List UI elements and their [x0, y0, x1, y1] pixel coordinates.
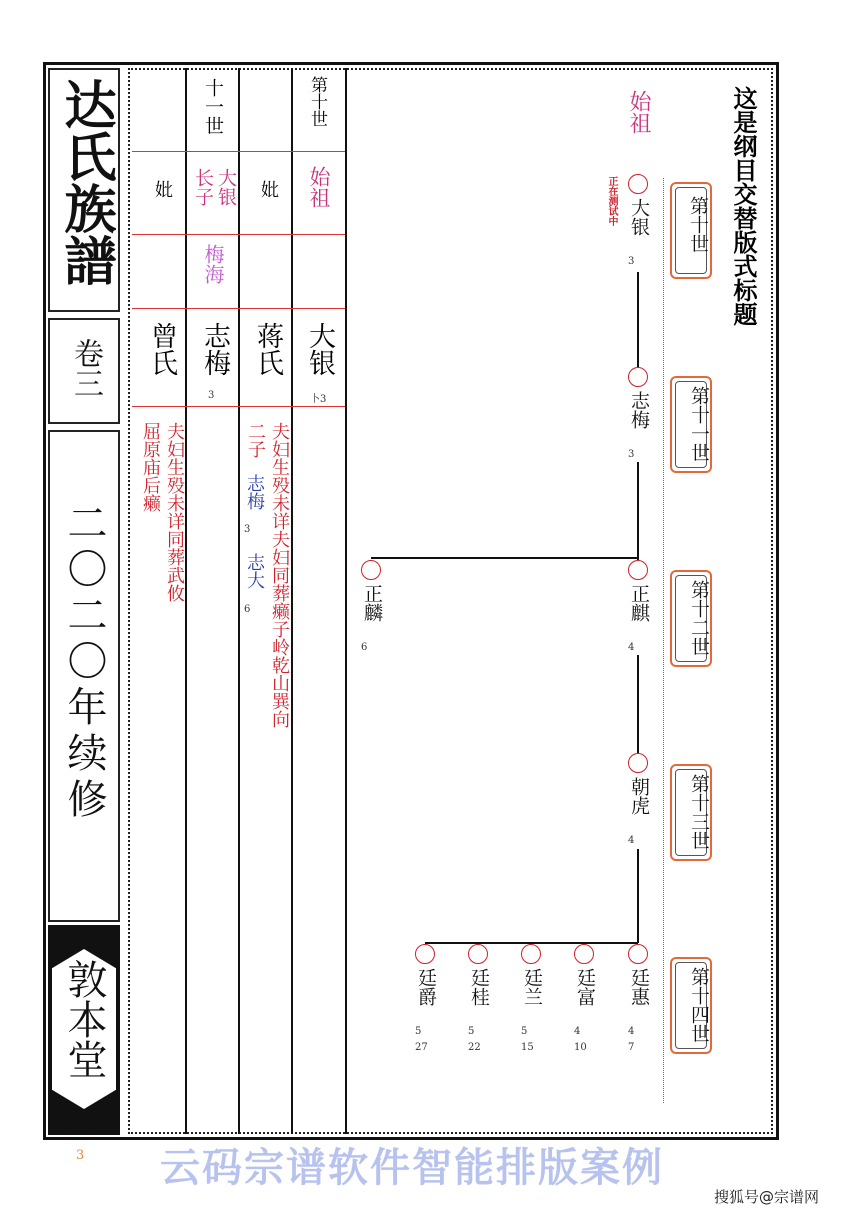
tree-node-c1: 廷惠 — [628, 968, 650, 1006]
tree-node-c2-mark: 4 — [574, 1026, 581, 1037]
gen-box-10: 第十世 — [670, 182, 712, 279]
volume-label: 卷三 — [68, 338, 103, 398]
volume-box — [48, 318, 120, 424]
tree-node-n3-mark: 4 — [628, 642, 635, 653]
gen-header-11: 十一世 — [202, 78, 224, 135]
tree-node-n4-mark: 6 — [361, 642, 368, 653]
col2-children: 二子 — [245, 422, 266, 458]
gen-box-12: 第十二世 — [670, 570, 712, 667]
col4-notes-b: 夫妇生殁未详同葬武攸 — [164, 422, 185, 602]
tree-node-c5-sub: 27 — [415, 1042, 428, 1053]
watermark: 云码宗谱软件智能排版案例 — [160, 1144, 664, 1191]
tree-node-n4: 正麟 — [361, 584, 383, 622]
hall-label: 敦本堂 — [61, 959, 107, 1079]
col2-notes: 夫妇生殁未详夫妇同葬癞子岭乾山巽向 — [269, 422, 290, 728]
tree-node-c4-mark: 5 — [468, 1026, 475, 1037]
tree-line — [637, 849, 639, 943]
col1-mark: 卜3 — [310, 394, 327, 405]
tree-node-marker — [628, 560, 648, 580]
tree-node-c2: 廷富 — [574, 968, 596, 1006]
tree-node-marker — [628, 753, 648, 773]
gen-box-13: 第十三世 — [670, 764, 712, 861]
col2-child1-mark: 3 — [244, 524, 251, 535]
tree-node-c5-mark: 5 — [415, 1026, 422, 1037]
tree-node-n5: 朝虎 — [628, 777, 650, 815]
tree-line — [637, 272, 639, 368]
col2-name: 蒋氏 — [252, 322, 283, 376]
col3-alias: 梅海 — [201, 244, 225, 284]
col4-name: 曾氏 — [146, 322, 177, 376]
tree-node-marker — [521, 944, 541, 964]
tree-line — [637, 462, 639, 560]
gen-box-14: 第十四世 — [670, 957, 712, 1054]
col2-child2: 志大 — [244, 553, 265, 589]
tree-node-n1: 大银 — [628, 198, 650, 236]
tree-node-marker — [574, 944, 594, 964]
tree-node-marker — [628, 944, 648, 964]
tree-node-marker — [468, 944, 488, 964]
col4-role: 妣 — [152, 180, 173, 198]
page-number: 3 — [76, 1148, 85, 1163]
book-title-box — [48, 68, 120, 312]
footer-credit: 搜狐号@宗谱网 — [714, 1188, 820, 1206]
tree-node-c3-mark: 5 — [521, 1026, 528, 1037]
year-box — [48, 430, 120, 922]
col1-role: 始祖 — [307, 166, 331, 208]
col2-child2-mark: 6 — [244, 604, 251, 615]
layout-title: 这是纲目交替版式标题 — [729, 86, 758, 326]
guide-line — [663, 178, 664, 1103]
tree-line — [637, 655, 639, 753]
tree-node-marker — [361, 560, 381, 580]
tree-node-n2-mark: 3 — [628, 449, 635, 460]
col2-child1: 志梅 — [244, 474, 265, 510]
tree-node-c4: 廷桂 — [468, 968, 490, 1006]
col1-name: 大银 — [304, 322, 335, 376]
tree-node-marker — [628, 174, 648, 194]
col2-role: 妣 — [258, 180, 279, 198]
tree-node-n2: 志梅 — [628, 391, 650, 429]
tree-node-c2-sub: 10 — [574, 1042, 587, 1053]
gen-box-11: 第十一世 — [670, 376, 712, 473]
hall-box — [48, 925, 120, 1135]
tree-node-marker — [415, 944, 435, 964]
tree-node-marker — [628, 367, 648, 387]
tree-node-n5-mark: 4 — [628, 835, 635, 846]
tree-node-c1-mark: 4 — [628, 1026, 635, 1037]
tree-node-c3-sub: 15 — [521, 1042, 534, 1053]
book-title: 达氏族譜 — [55, 78, 116, 286]
col3-name: 志梅 — [199, 322, 230, 376]
tree-node-c1-sub: 7 — [628, 1042, 635, 1053]
tree-node-c3: 廷兰 — [521, 968, 543, 1006]
tree-node-n3: 正麒 — [628, 584, 650, 622]
col3-relation: 长子 — [192, 168, 214, 206]
testing-note: 正在测试中 — [606, 176, 617, 226]
tree-node-c4-sub: 22 — [468, 1042, 481, 1053]
top-label: 始祖 — [626, 90, 651, 134]
col3-mark: 3 — [208, 390, 215, 401]
tree-node-c5: 廷爵 — [415, 968, 437, 1006]
col4-notes-a: 屈原庙后癞 — [140, 422, 161, 512]
gen-header-10: 第十世 — [307, 76, 327, 127]
tree-node-n1-mark: 3 — [628, 256, 635, 267]
tree-line — [371, 557, 638, 559]
year-label: 二〇二〇年续修 — [61, 502, 107, 824]
col3-father: 大银 — [215, 168, 237, 206]
